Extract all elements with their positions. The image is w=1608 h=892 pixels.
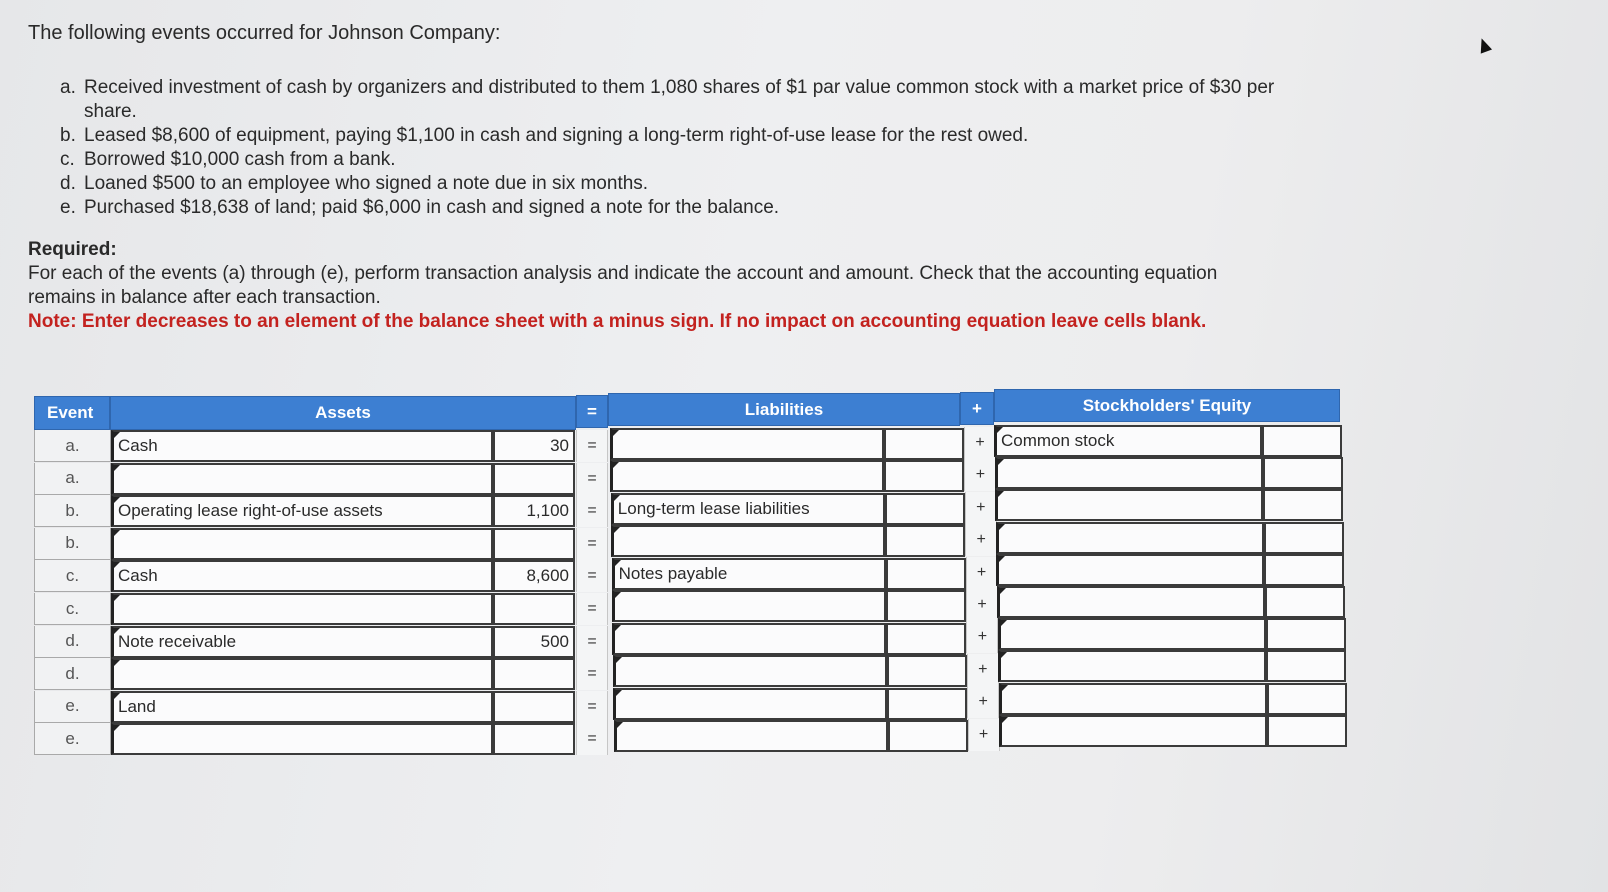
liability-account-select[interactable] [613, 655, 887, 687]
liability-amount-input[interactable] [886, 623, 966, 655]
event-label: a. [34, 430, 111, 462]
asset-account-select[interactable]: Operating lease right-of-use assets [111, 495, 493, 527]
required-heading: Required: [28, 239, 117, 260]
plus-sign: + [966, 589, 998, 621]
event-item [60, 196, 1284, 220]
plus-sign: + [966, 557, 998, 589]
equity-account-select[interactable] [997, 586, 1265, 618]
asset-account-select[interactable] [111, 593, 493, 625]
asset-amount-input[interactable] [493, 528, 575, 560]
plus-sign: + [964, 459, 996, 491]
liability-amount-input[interactable] [888, 720, 968, 752]
liability-amount-input[interactable] [885, 493, 965, 525]
event-text: Borrowed $10,000 cash from a bank. [84, 149, 396, 170]
asset-amount-input[interactable]: 8,600 [493, 560, 575, 592]
header-equals: = [576, 395, 608, 428]
asset-account-select[interactable]: Note receivable [111, 626, 493, 658]
equity-account-select[interactable] [999, 683, 1267, 715]
liability-amount-input[interactable] [885, 525, 965, 557]
asset-account-select[interactable]: Cash [111, 430, 493, 462]
asset-amount-input[interactable] [493, 723, 575, 755]
equals-sign: = [576, 560, 608, 592]
asset-amount-input[interactable]: 1,100 [493, 495, 575, 527]
event-item [60, 172, 1284, 196]
liability-amount-input[interactable] [887, 688, 967, 720]
event-letter: d. [60, 173, 76, 194]
event-text: Leased $8,600 of equipment, paying $1,100 in cash and signing a long-term right-of-use lease for the rest owed. [84, 125, 1029, 146]
liability-account-select[interactable]: Long-term lease liabilities [611, 493, 885, 525]
liability-amount-input[interactable] [884, 460, 964, 492]
header-equity: Stockholders' Equity [994, 389, 1340, 422]
plus-sign: + [968, 719, 1000, 751]
event-item [60, 124, 1284, 148]
event-label: e. [34, 723, 111, 755]
equity-account-select[interactable]: Common stock [994, 425, 1262, 457]
equals-sign: = [576, 463, 608, 495]
event-label: c. [34, 560, 111, 592]
event-label: a. [34, 463, 111, 495]
liability-amount-input[interactable] [887, 655, 967, 687]
equals-sign: = [576, 626, 608, 658]
asset-account-select[interactable] [111, 658, 493, 690]
event-text: Received investment of cash by organizers and distributed to them 1,080 shares of $1 par value common stock with a market price of $30 per share. [84, 77, 1275, 122]
equity-account-select[interactable] [995, 489, 1263, 521]
plus-sign: + [965, 492, 997, 524]
liability-amount-input[interactable] [886, 590, 966, 622]
plus-sign: + [967, 686, 999, 718]
equals-sign: = [576, 430, 608, 462]
equity-amount-input[interactable] [1267, 715, 1347, 747]
event-letter: b. [60, 125, 76, 146]
equity-amount-input[interactable] [1263, 489, 1343, 521]
liability-account-select[interactable] [611, 525, 885, 557]
plus-sign: + [964, 427, 996, 459]
event-item [60, 76, 1284, 124]
equity-amount-input[interactable] [1267, 683, 1347, 715]
plus-sign: + [965, 524, 997, 556]
equity-amount-input[interactable] [1262, 425, 1342, 457]
asset-account-select[interactable] [111, 463, 493, 495]
asset-amount-input[interactable] [493, 593, 575, 625]
asset-account-select[interactable] [111, 723, 493, 755]
equity-account-select[interactable] [995, 457, 1263, 489]
event-list [60, 76, 1284, 220]
equity-amount-input[interactable] [1263, 457, 1343, 489]
asset-amount-input[interactable] [493, 658, 575, 690]
equals-sign: = [576, 691, 608, 723]
equity-amount-input[interactable] [1266, 650, 1346, 682]
liability-amount-input[interactable] [886, 558, 966, 590]
equity-amount-input[interactable] [1266, 618, 1346, 650]
equity-account-select[interactable] [999, 715, 1267, 747]
equals-sign: = [576, 658, 608, 690]
event-label: c. [34, 593, 111, 625]
required-body: For each of the events (a) through (e), perform transaction analysis and indicate the account and amount. Check that the accounting equation remains in balance after each transaction. [28, 263, 1218, 308]
equity-amount-input[interactable] [1264, 522, 1344, 554]
plus-sign: + [966, 621, 998, 653]
asset-amount-input[interactable]: 30 [493, 430, 575, 462]
mouse-cursor-icon [1476, 36, 1492, 53]
header-liabilities: Liabilities [608, 393, 960, 426]
event-label: b. [34, 495, 111, 527]
liability-account-select[interactable] [612, 623, 886, 655]
liability-account-select[interactable] [610, 428, 884, 460]
asset-amount-input[interactable] [493, 691, 575, 723]
asset-account-select[interactable]: Land [111, 691, 493, 723]
equity-account-select[interactable] [996, 522, 1264, 554]
asset-account-select[interactable]: Cash [111, 560, 493, 592]
required-section [28, 238, 1288, 334]
event-letter: a. [60, 77, 76, 98]
liability-account-select[interactable]: Notes payable [612, 558, 886, 590]
event-label: d. [34, 626, 111, 658]
event-label: e. [34, 691, 111, 723]
header-event: Event [34, 396, 110, 430]
intro-text: The following events occurred for Johnson Company: [28, 22, 501, 44]
equals-sign: = [576, 495, 608, 527]
equity-account-select[interactable] [998, 618, 1266, 650]
event-text: Loaned $500 to an employee who signed a note due in six months. [84, 173, 649, 194]
liability-account-select[interactable] [614, 720, 888, 752]
equals-sign: = [576, 593, 608, 625]
event-label: d. [34, 658, 111, 690]
equals-sign: = [576, 528, 608, 560]
asset-amount-input[interactable]: 500 [493, 626, 575, 658]
event-letter: e. [60, 197, 76, 218]
event-text: Purchased $18,638 of land; paid $6,000 in cash and signed a note for the balance. [84, 197, 780, 218]
event-label: b. [34, 528, 111, 560]
plus-sign: + [967, 654, 999, 686]
asset-account-select[interactable] [111, 528, 493, 560]
table-row [34, 723, 1354, 756]
header-plus: + [960, 392, 994, 425]
liability-account-select[interactable] [613, 688, 887, 720]
liability-account-select[interactable] [610, 460, 884, 492]
event-letter: c. [60, 149, 75, 170]
event-item [60, 148, 1284, 172]
liability-amount-input[interactable] [884, 428, 964, 460]
liability-account-select[interactable] [612, 590, 886, 622]
required-note: Note: Enter decreases to an element of the balance sheet with a minus sign. If no impact on accounting equation leave cells blank. [28, 311, 1207, 332]
asset-amount-input[interactable] [493, 463, 575, 495]
equity-account-select[interactable] [996, 554, 1264, 586]
header-assets: Assets [110, 396, 576, 430]
equity-amount-input[interactable] [1265, 586, 1345, 618]
equity-account-select[interactable] [998, 650, 1266, 682]
equals-sign: = [576, 723, 608, 755]
equity-amount-input[interactable] [1264, 554, 1344, 586]
